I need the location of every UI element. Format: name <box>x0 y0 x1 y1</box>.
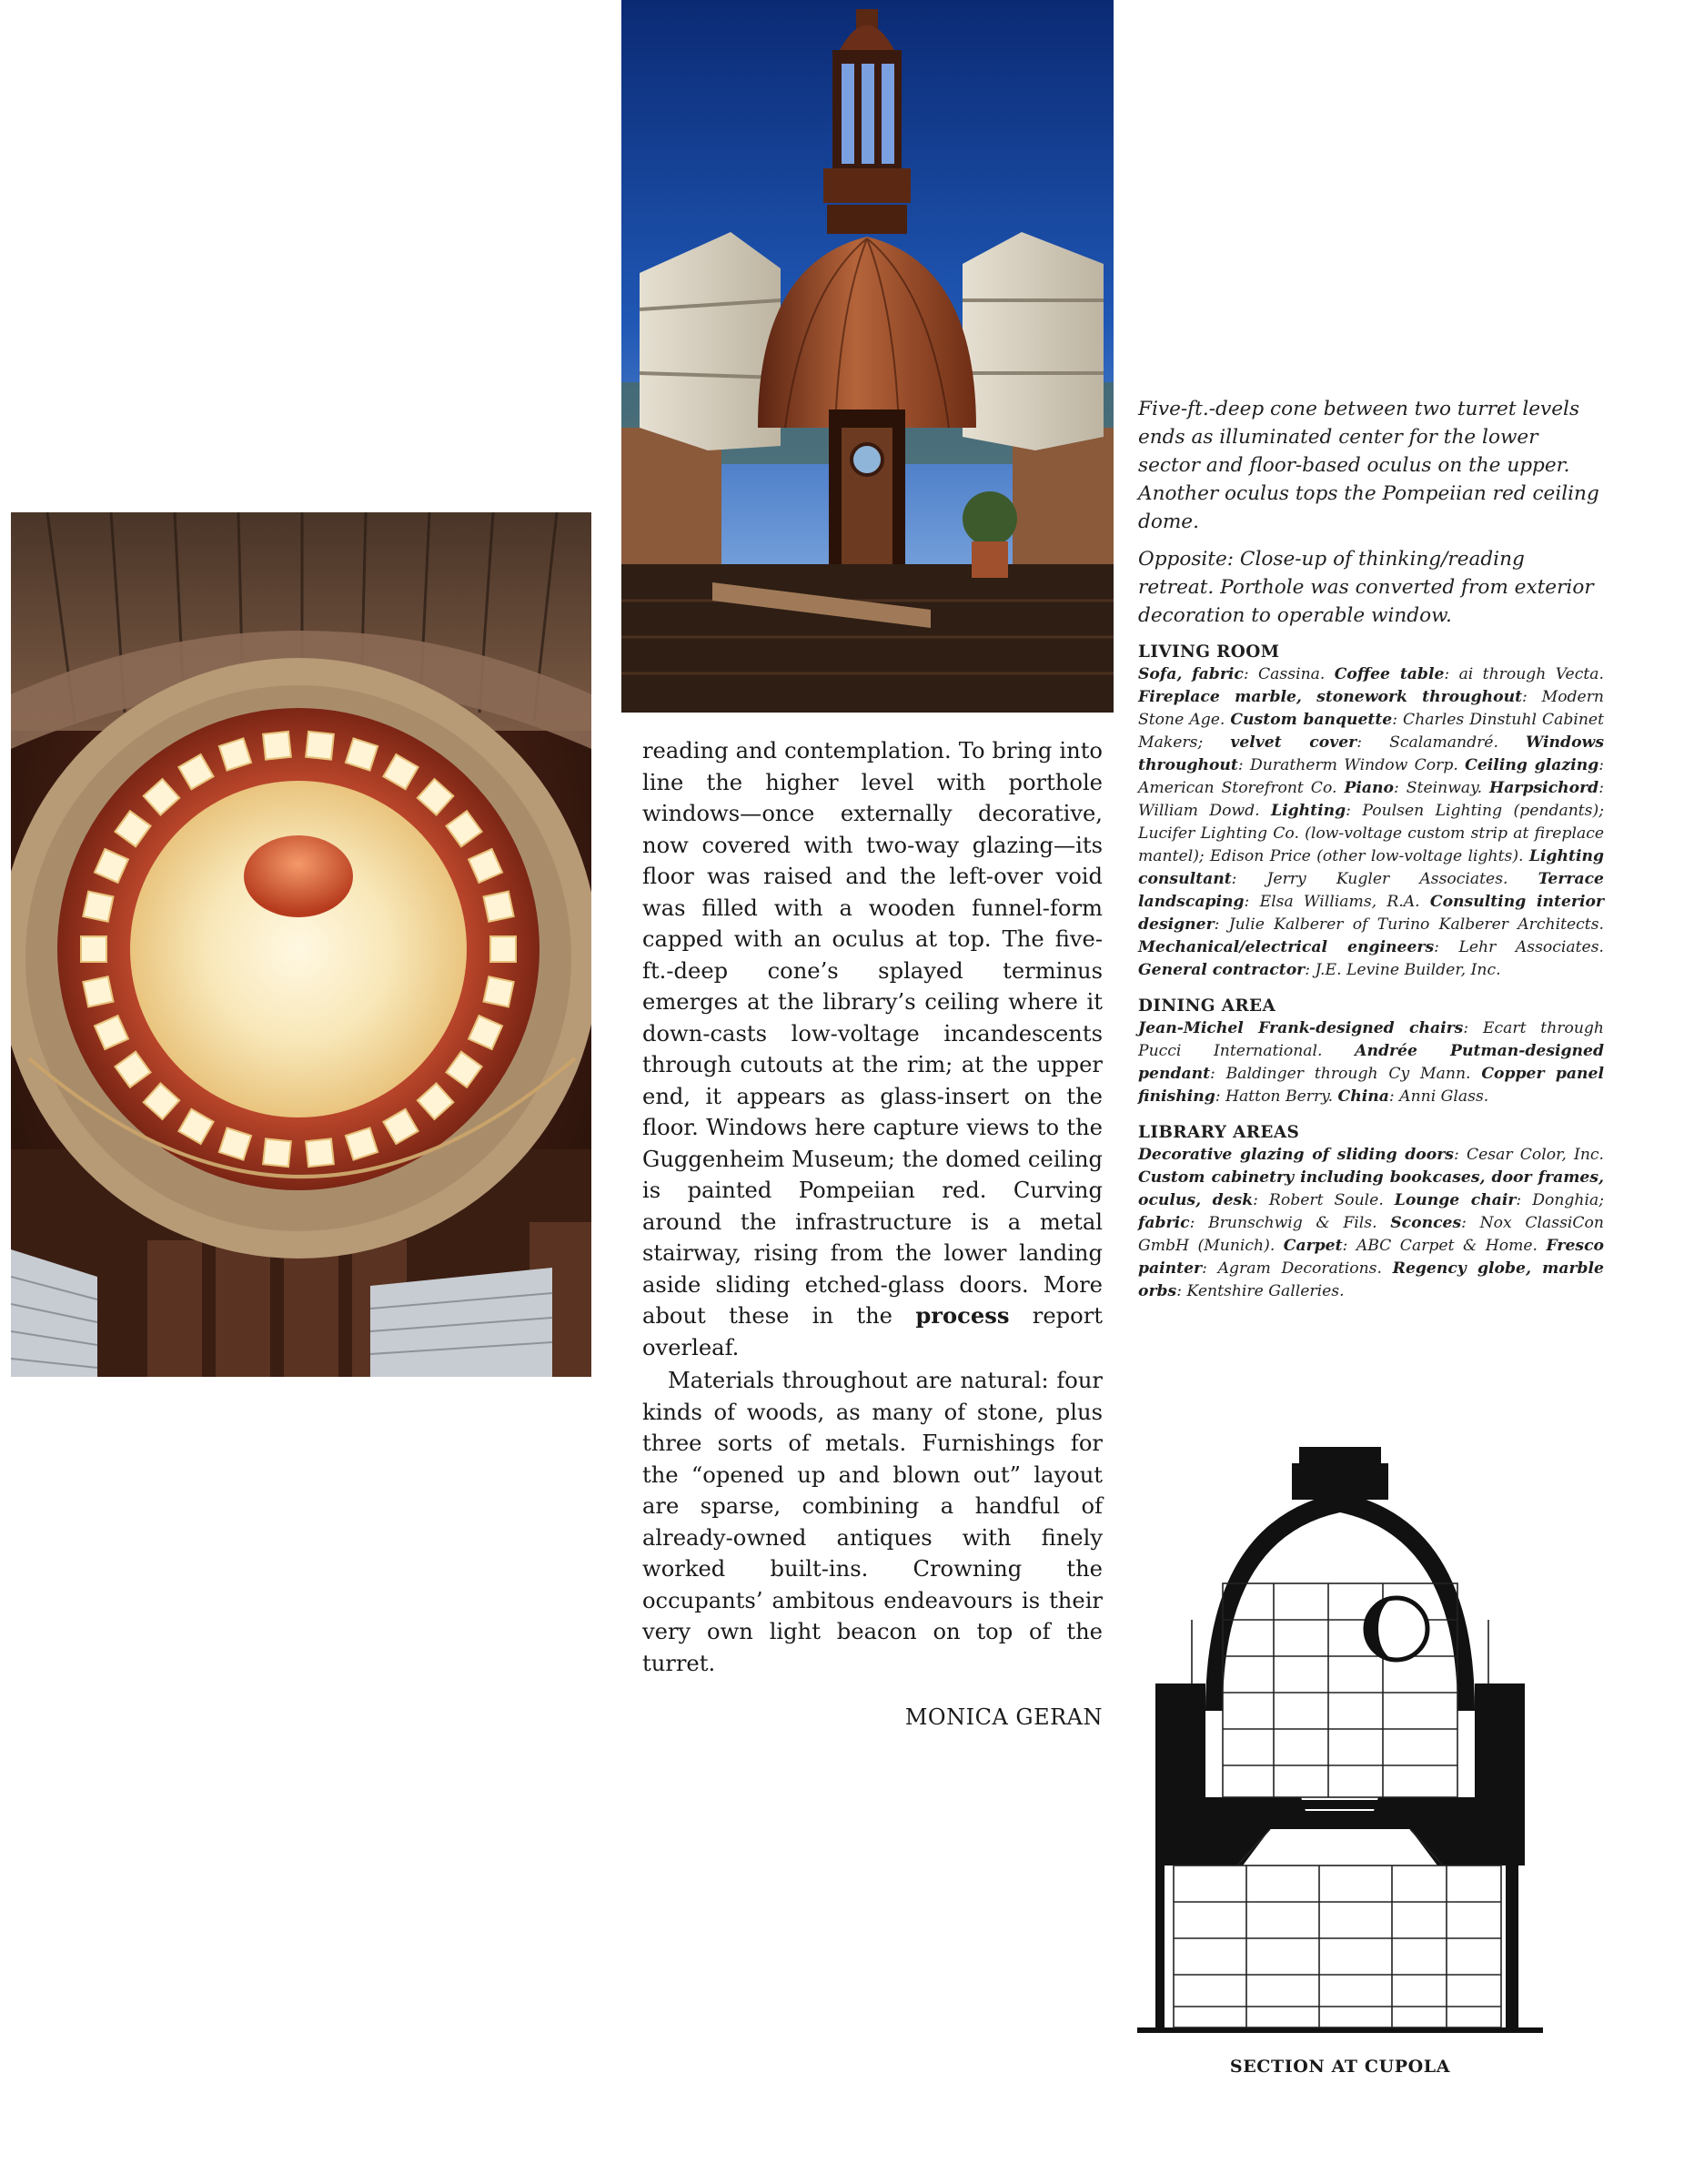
credit-item-label: Lighting <box>1271 802 1346 820</box>
credit-heading: DINING AREA <box>1138 996 1276 1016</box>
credit-heading: LIBRARY AREAS <box>1138 1123 1300 1142</box>
text-run: report overleaf. <box>642 1303 1103 1360</box>
credit-item-label: Decorative glazing of sliding doors <box>1138 1146 1454 1164</box>
photo-captions <box>1138 395 1604 639</box>
credit-item-value: Cesar Color, Inc. <box>1466 1146 1604 1164</box>
rotunda-illustration <box>11 512 591 1377</box>
credit-heading: LIVING ROOM <box>1138 642 1280 662</box>
credit-item-label: Consulting interior designer <box>1138 893 1605 934</box>
credit-item-value: Modern Stone Age. <box>1138 688 1604 729</box>
credit-item-value: Poulsen Lighting (pendants); Lucifer Lighting Co. (low-voltage custom strip at fireplace mantel); Edison Price (other low-voltage lights). <box>1138 802 1604 865</box>
credit-item-label: Piano <box>1344 779 1395 797</box>
credit-item-value: Julie Kalberer of Turino Kalberer Architects. <box>1228 915 1604 934</box>
credit-item-value: J.E. Levine Builder, Inc. <box>1315 961 1501 979</box>
credit-item-label: Custom cabinetry including bookcases, door frames, oculus, desk <box>1138 1168 1604 1209</box>
credit-item-value: Donghia; <box>1532 1191 1604 1209</box>
rotunda-photo <box>11 512 591 1377</box>
credit-item-value: Brunschwig & Fils. <box>1208 1214 1377 1232</box>
light-cutout <box>83 976 113 1006</box>
cupola-section-illustration <box>1137 1438 1543 2046</box>
credit-item-value: Robert Soule. <box>1268 1191 1384 1209</box>
credit-item-label: Custom banquette <box>1230 711 1393 729</box>
credit-item-value: ABC Carpet & Home. <box>1356 1237 1538 1255</box>
credit-item-label: Lighting consultant <box>1138 847 1604 888</box>
caption-cone: Five-ft.-deep cone between two turret levels ends as illuminated center for the lower sector and floor-based oculus on the upper. Another oculus tops the Pompeiian red ceiling dome. <box>1138 398 1599 533</box>
light-cutout <box>263 1138 291 1167</box>
light-cutout <box>483 976 513 1006</box>
drawing-caption: SECTION AT CUPOLA <box>1229 2057 1451 2077</box>
body-paragraph <box>642 735 1103 1363</box>
credit-item-value: Duratherm Window Corp. <box>1250 756 1458 774</box>
credit-item-value: Anni Glass. <box>1399 1087 1489 1106</box>
credit-item-value: Elsa Williams, R.A. <box>1259 893 1420 911</box>
credit-item-label: Fresco painter <box>1138 1237 1604 1278</box>
light-cutout <box>81 936 106 962</box>
credit-item-label: Sofa, fabric <box>1138 665 1244 683</box>
credit-item-label: Andrée Putman-designed pendant <box>1138 1042 1604 1083</box>
credit-item-value: Steinway. <box>1406 779 1483 797</box>
credit-item-label: velvet cover <box>1230 733 1357 752</box>
byline: MONICA GERAN <box>904 1704 1103 1730</box>
credit-item-label: Ceiling glazing <box>1465 756 1599 774</box>
credit-item-label: Mechanical/electrical engineers <box>1138 938 1435 956</box>
credit-item-value: Lehr Associates. <box>1458 938 1604 956</box>
emphasized-term: process <box>915 1302 1010 1329</box>
text-run: Materials throughout are natural: four kinds of woods, as many of stone, plus three sorts of metals. Furnishings for the “opened up and blown out” layout are sparse, combining a handful of already-owned antiques with finely worked built-ins. Crowning the occupants’ ambitous endeavours is their very own light beacon on top of the turret. <box>642 1368 1103 1676</box>
credit-item-value: Scalamandré. <box>1389 733 1498 752</box>
credit-item-label: Lounge chair <box>1394 1191 1517 1209</box>
credit-section <box>1138 1121 1604 1303</box>
light-cutout <box>306 1138 334 1167</box>
credit-item-label: General contractor <box>1138 961 1306 979</box>
cupola-photo <box>621 0 1114 713</box>
credit-item-value: American Storefront Co. <box>1138 779 1337 797</box>
credit-section <box>1138 641 1604 982</box>
credit-item-label: Windows throughout <box>1138 733 1605 774</box>
credit-item-value: Charles Dinstuhl Cabinet Makers; <box>1138 711 1604 752</box>
light-cutout <box>263 732 291 760</box>
light-cutout <box>83 892 113 922</box>
credit-item-value: ai through Vecta. <box>1458 665 1604 683</box>
credit-item-label: Sconces <box>1390 1214 1462 1232</box>
credit-item-label: Harpsichord <box>1489 779 1599 797</box>
credit-section <box>1138 995 1604 1108</box>
credit-item-value: Baldinger through Cy Mann. <box>1225 1065 1471 1083</box>
credit-item-label: Copper panel finishing <box>1138 1065 1604 1106</box>
caption-opposite: Opposite: Close-up of thinking/reading retreat. Porthole was converted from exterior decoration to operable window. <box>1138 548 1594 627</box>
credit-item-label: Coffee table <box>1334 665 1445 683</box>
credit-item-value: Cassina. <box>1258 665 1326 683</box>
text-run: reading and contemplation. To bring into line the higher level with porthole windows—once externally decorative, now covered with two-way glazing—its floor was raised and the left-over void was filled with a wooden funnel-form capped with an oculus at top. The five-ft.-deep cone’s splayed terminus emerges at the library’s ceiling where it down-casts low-voltage incandescents through cutouts at the rim; at the upper end, it appears as glass-insert on the floor. Windows here capture views to the Guggenheim Museum; the domed ceiling is painted Pompeiian red. Curving around the infrastructure is a metal stairway, rising from the lower landing aside sliding etched-glass doors. More about these in the <box>642 738 1103 1329</box>
credit-item-value: Kentshire Galleries. <box>1186 1282 1345 1300</box>
credit-body: Decorative glazing of sliding doors: Cesar Color, Inc. Custom cabinetry including bookcases, door frames, oculus, desk: Robert Soule. Lounge chair: Donghia; fabric: Brunschwig & Fils. Sconces: Nox ClassiCon GmbH (Munich). Carpet: ABC Carpet & Home. Fresco painter: Agram Decorations. Regency globe, marble orbs: Kentshire Galleries. <box>1138 1146 1604 1300</box>
credit-item-label: Fireplace marble, stonework throughout <box>1138 688 1523 706</box>
credit-item-label: Carpet <box>1283 1237 1343 1255</box>
credit-item-label: China <box>1337 1087 1389 1106</box>
credit-item-value: Hatton Berry. <box>1225 1087 1334 1106</box>
light-cutout <box>490 936 516 962</box>
body-paragraph <box>642 1365 1103 1679</box>
credit-item-value: Jerry Kugler Associates. <box>1266 870 1508 888</box>
cupola-illustration <box>621 0 1114 713</box>
credit-body: Sofa, fabric: Cassina. Coffee table: ai through Vecta. Fireplace marble, stonework throughout: Modern Stone Age. Custom banquette: Charles Dinstuhl Cabinet Makers; velvet cover: Scalamandré. Windows throughout: Duratherm Window Corp. Ceiling glazing: American Storefront Co. Piano: Steinway. Harpsichord: William Dowd. Lighting: Poulsen Lighting (pendants); Lucifer Lighting Co. (low-voltage custom strip at fireplace mantel); Edison Price (other low-voltage lights). Lighting consultant: Jerry Kugler Associates. Terrace landscaping: Elsa Williams, R.A. Consulting interior designer: Julie Kalberer of Turino Kalberer Architects. Mechanical/electrical engineers: Lehr Associates. General contractor: J.E. Levine Builder, Inc. <box>1138 665 1605 979</box>
credit-item-value: Nox ClassiCon GmbH (Munich). <box>1138 1214 1604 1255</box>
credit-item-label: Terrace landscaping <box>1138 870 1604 911</box>
credit-item-value: William Dowd. <box>1138 802 1260 820</box>
credit-item-label: fabric <box>1138 1214 1190 1232</box>
light-cutout <box>306 732 334 760</box>
credit-item-label: Regency globe, marble orbs <box>1138 1259 1604 1300</box>
light-cutout <box>483 892 513 922</box>
section-drawing <box>1137 1438 1543 2046</box>
credit-item-value: Ecart through Pucci International. <box>1138 1019 1604 1060</box>
credits-list <box>1138 641 1604 1316</box>
credit-body: Jean-Michel Frank-designed chairs: Ecart through Pucci International. Andrée Putman-designed pendant: Baldinger through Cy Mann. Copper panel finishing: Hatton Berry. China: Anni Glass. <box>1138 1019 1604 1106</box>
credit-item-label: Jean-Michel Frank-designed chairs <box>1138 1019 1464 1037</box>
credit-item-value: Agram Decorations. <box>1217 1259 1382 1278</box>
article-body <box>642 735 1103 1679</box>
